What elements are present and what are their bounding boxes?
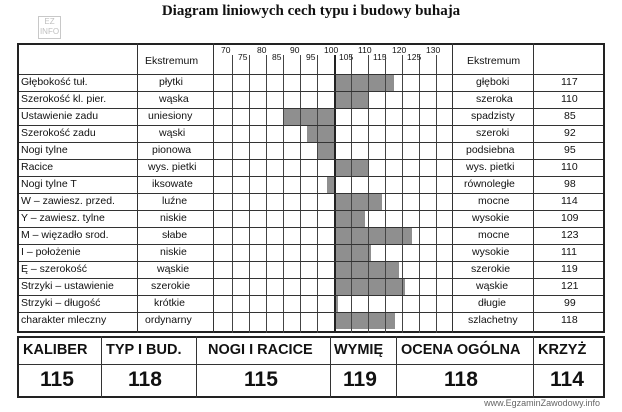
scale-tick: 125 — [407, 52, 422, 62]
trait-value: 123 — [561, 229, 579, 241]
trait-value: 92 — [564, 127, 576, 139]
right-extreme: wąskie — [476, 280, 509, 292]
scale-tick: 95 — [306, 52, 316, 62]
left-extreme-header: Ekstremum — [145, 55, 199, 67]
left-extreme: luźne — [162, 195, 188, 207]
scale-tick: 70 — [221, 45, 231, 55]
bar — [283, 108, 334, 125]
summary-label: OCENA OGÓLNA — [401, 342, 521, 358]
summary-label: TYP I BUD. — [106, 342, 182, 358]
scale-tick: 80 — [257, 45, 267, 55]
left-extreme: iksowate — [152, 178, 193, 190]
trait-value: 117 — [561, 76, 578, 88]
summary-value: 115 — [40, 368, 74, 391]
bar — [334, 261, 399, 278]
left-extreme: krótkie — [154, 297, 185, 309]
trait-value: 110 — [561, 161, 578, 173]
right-extreme: podsiebna — [466, 144, 515, 156]
scale-tick: 130 — [426, 45, 441, 55]
left-extreme: uniesiony — [148, 110, 193, 122]
trait-label: Y – zawiesz. tylne — [21, 212, 105, 224]
trait-value: 119 — [561, 263, 578, 275]
summary-value: 118 — [444, 368, 478, 391]
trait-value: 99 — [564, 297, 576, 309]
trait-label: Szerokość kl. pier. — [21, 93, 107, 105]
trait-label: Strzyki – ustawienie — [21, 280, 114, 292]
scale-tick: 115 — [373, 52, 387, 62]
bar — [334, 227, 412, 244]
scale-tick: 100 — [324, 45, 339, 55]
left-extreme: ordynarny — [145, 314, 192, 326]
right-extreme: mocne — [478, 229, 510, 241]
left-extreme: niskie — [160, 246, 187, 258]
trait-label: Szerokość zadu — [21, 127, 96, 139]
right-extreme: wys. pietki — [466, 161, 515, 173]
scale-tick: 75 — [238, 52, 248, 62]
right-extreme: wysokie — [472, 246, 510, 258]
trait-value: 121 — [561, 280, 579, 292]
trait-label: W – zawiesz. przed. — [21, 195, 115, 207]
summary-value: 114 — [550, 368, 584, 391]
summary-label: KRZYŻ — [538, 342, 587, 358]
right-extreme: wysokie — [472, 212, 510, 224]
trait-label: Racice — [21, 161, 54, 173]
summary-value: 118 — [128, 368, 162, 391]
left-extreme: szerokie — [151, 280, 191, 292]
left-extreme: wąskie — [157, 263, 190, 275]
bar — [334, 278, 405, 295]
trait-value: 85 — [564, 110, 576, 122]
right-extreme: szeroki — [476, 127, 510, 139]
trait-value: 98 — [564, 178, 576, 190]
summary-label: WYMIĘ — [334, 342, 384, 358]
left-extreme: słabe — [162, 229, 188, 241]
scale-tick: 110 — [358, 45, 372, 55]
right-extreme: głęboki — [476, 76, 510, 88]
left-extreme: pionowa — [152, 144, 192, 156]
left-extreme: płytki — [159, 76, 183, 88]
summary-value: 119 — [343, 368, 377, 391]
left-extreme: wąska — [159, 93, 189, 105]
left-extreme: wys. pietki — [148, 161, 197, 173]
right-extreme-header: Ekstremum — [467, 55, 521, 67]
bar — [317, 142, 334, 159]
trait-value: 118 — [561, 314, 578, 326]
trait-label: Nogi tylne — [21, 144, 68, 156]
scale-tick: 85 — [272, 52, 282, 62]
site-logo: EZ INFO — [38, 16, 61, 39]
diagram-title: Diagram liniowych cech typu i budowy buhaja — [161, 3, 461, 19]
trait-value: 114 — [561, 195, 578, 207]
bar — [334, 193, 382, 210]
trait-label: Głębokość tuł. — [21, 76, 88, 88]
scale-tick: 105 — [339, 52, 354, 62]
trait-value: 111 — [561, 246, 577, 258]
trait-label: Ę – szerokość — [21, 263, 87, 275]
summary-label: KALIBER — [23, 342, 88, 358]
scale-tick: 90 — [290, 45, 300, 55]
trait-label: Ustawienie zadu — [21, 110, 99, 122]
trait-label: Nogi tylne T — [21, 178, 77, 190]
trait-label: Strzyki – długość — [21, 297, 101, 309]
trait-label: charakter mleczny — [21, 314, 107, 326]
bar — [334, 244, 371, 261]
trait-value: 95 — [564, 144, 576, 156]
left-extreme: wąski — [159, 127, 186, 139]
right-extreme: mocne — [478, 195, 510, 207]
bar — [327, 176, 334, 193]
right-extreme: długie — [478, 297, 507, 309]
trait-label: M – więzadło srod. — [21, 229, 109, 241]
bar — [334, 210, 365, 227]
right-extreme: szeroka — [476, 93, 513, 105]
scale-tick: 120 — [392, 45, 407, 55]
summary-label: NOGI I RACICE — [208, 342, 313, 358]
right-extreme: spadzisty — [471, 110, 515, 122]
trait-value: 110 — [561, 93, 578, 105]
trait-value: 109 — [561, 212, 579, 224]
left-extreme: niskie — [160, 212, 187, 224]
summary-value: 115 — [244, 368, 278, 391]
website-footer: www.EgzaminZawodowy.info — [484, 398, 600, 408]
right-extreme: równoległe — [464, 178, 515, 190]
trait-label: I – położenie — [21, 246, 81, 258]
bar — [307, 125, 334, 142]
right-extreme: szlachetny — [468, 314, 518, 326]
right-extreme: szerokie — [471, 263, 511, 275]
